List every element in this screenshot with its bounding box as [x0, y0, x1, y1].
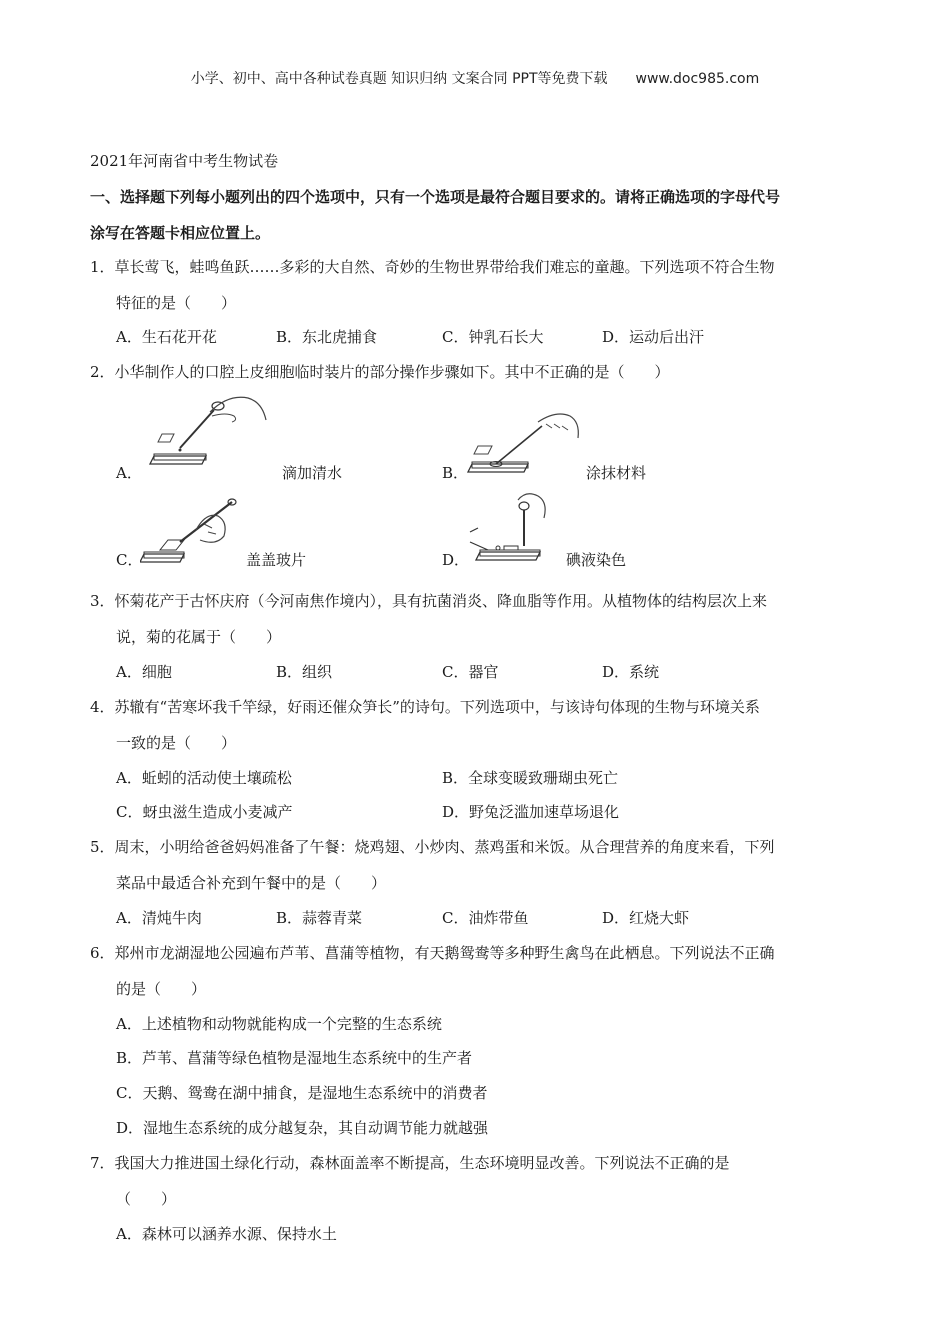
question-3-option-c: C．器官: [442, 663, 499, 681]
figure-d-letter: D．: [442, 551, 470, 569]
question-4-line1: 4．苏辙有“苦寒坏我千竿绿，好雨还催众笋长”的诗句。下列选项中，与该诗句体现的生物与环境关系: [90, 698, 760, 716]
question-4-option-a: A．蚯蚓的活动使土壤疏松: [116, 769, 292, 787]
question-1-option-b: B．东北虎捕食: [276, 328, 378, 346]
question-4-line2: 一致的是（ ）: [116, 734, 237, 752]
exam-title: 2021年河南省中考生物试卷: [90, 152, 279, 170]
question-5-option-a: A．清炖牛肉: [116, 909, 202, 927]
question-6-line2: 的是（ ）: [116, 980, 207, 998]
figure-b-label: 涂抹材料: [586, 464, 647, 482]
question-7-line2: （ ）: [116, 1190, 177, 1208]
page-header: [0, 68, 950, 88]
section-heading-line2: 涂写在答题卡相应位置上。: [90, 224, 271, 242]
question-3-option-b: B．组织: [276, 663, 333, 681]
question-1-line1: 1．草长莺飞，蛙鸣鱼跃……多彩的大自然、奇妙的生物世界带给我们难忘的童趣。下列选项不符合生物: [90, 258, 775, 276]
question-1-option-d: D．运动后出汗: [602, 328, 705, 346]
question-5-option-d: D．红烧大虾: [602, 909, 690, 927]
question-4-option-b: B．全球变暖致珊瑚虫死亡: [442, 769, 619, 787]
figure-b-toothpick-image: [466, 402, 584, 478]
question-4-option-c: C．蚜虫滋生造成小麦减产: [116, 803, 293, 821]
question-3-line2: 说，菊的花属于（ ）: [116, 628, 282, 646]
figure-d-label: 碘液染色: [566, 551, 627, 569]
figure-c-coverslip-image: [140, 496, 250, 568]
question-5-line2: 菜品中最适合补充到午餐中的是（ ）: [116, 874, 387, 892]
question-7-line1: 7．我国大力推进国土绿化行动，森林面盖率不断提高，生态环境明显改善。下列说法不正确的是: [90, 1154, 730, 1172]
question-6-option-d: D．湿地生态系统的成分越复杂，其自动调节能力就越强: [116, 1119, 489, 1137]
question-6-option-c: C．天鹅、鸳鸯在湖中捕食，是湿地生态系统中的消费者: [116, 1084, 488, 1102]
question-5-line1: 5．周末，小明给爸爸妈妈准备了午餐：烧鸡翅、小炒肉、蒸鸡蛋和米饭。从合理营养的角度来看，下列: [90, 838, 775, 856]
figure-a-letter: A．: [116, 464, 142, 482]
figure-c-label: 盖盖玻片: [246, 551, 307, 569]
figure-a-dropper-image: [148, 390, 270, 470]
question-6-option-b: B．芦苇、菖蒲等绿色植物是湿地生态系统中的生产者: [116, 1049, 473, 1067]
question-3-option-a: A．细胞: [116, 663, 172, 681]
question-2-line1: 2．小华制作人的口腔上皮细胞临时装片的部分操作步骤如下。其中不正确的是（ ）: [90, 363, 670, 381]
figure-c-letter: C．: [116, 551, 143, 569]
question-5-option-c: C．油炸带鱼: [442, 909, 529, 927]
header-text: 小学、初中、高中各种试卷真题 知识归纳 文案合同 PPT等免费下载: [190, 71, 608, 87]
figure-a-label: 滴加清水: [282, 464, 343, 482]
question-3-line1: 3．怀菊花产于古怀庆府（今河南焦作境内），具有抗菌消炎、降血脂等作用。从植物体的结构层次上来: [90, 592, 768, 610]
question-1-line2: 特征的是（ ）: [116, 294, 237, 312]
question-1-option-a: A．生石花开花: [116, 328, 217, 346]
question-4-option-d: D．野兔泛滥加速草场退化: [442, 803, 620, 821]
question-1-option-c: C．钟乳石长大: [442, 328, 544, 346]
section-heading-line1: 一、选择题下列每小题列出的四个选项中，只有一个选项是最符合题目要求的。请将正确选项的字母代号: [90, 188, 781, 206]
header-site: www.doc985.com: [635, 71, 760, 87]
question-7-option-a: A．森林可以涵养水源、保持水土: [116, 1225, 337, 1243]
question-6-option-a: A．上述植物和动物就能构成一个完整的生态系统: [116, 1015, 442, 1033]
question-6-line1: 6．郑州市龙湖湿地公园遍布芦苇、菖蒲等植物，有天鹅鸳鸯等多种野生禽鸟在此栖息。下列说法不正确: [90, 944, 775, 962]
question-3-option-d: D．系统: [602, 663, 660, 681]
figure-b-letter: B．: [442, 464, 469, 482]
question-5-option-b: B．蒜蓉青菜: [276, 909, 363, 927]
figure-d-iodine-image: [468, 492, 564, 570]
